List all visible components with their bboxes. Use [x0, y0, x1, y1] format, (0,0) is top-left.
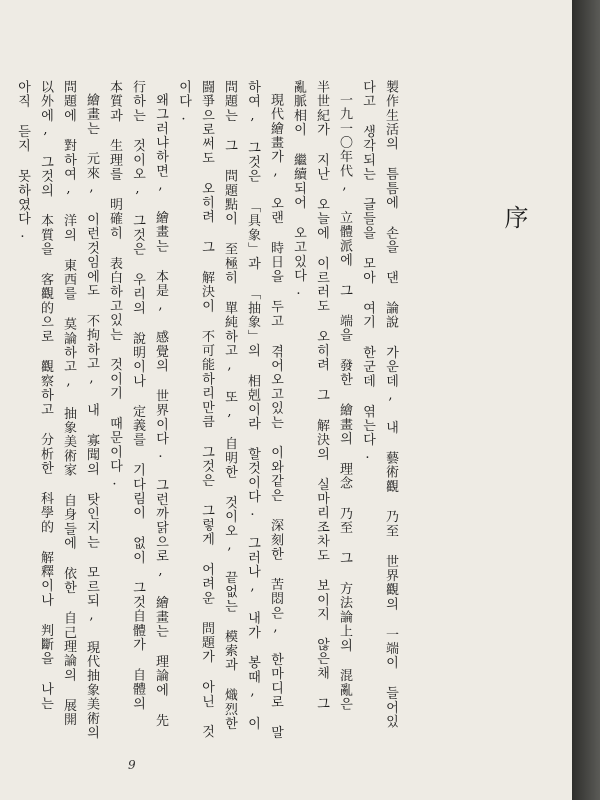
paragraph: 왜그러냐하면, 繪畫는 本是, 感覺의 世界이다. 그런까닭으로, 繪畫는 理論에 先行하는 것이오, 그것은 우리의 說明이나 定義를 기다림이 없이 그것自體가 自體의 本質과 生理를 明確히 表白하고있는 것이기 때문이다. [107, 80, 168, 728]
page-title: 序 [500, 205, 528, 229]
paragraph: 繪畫는 元來, 이런것임에도 不拘하고, 내 寡聞의 탓인지는 모르되, 現代抽象美術의 問題에 對하여, 洋의 東西를 莫論하고, 抽象美術家 自身들에 依한 自己理論의 展開 以外에, 그것의 本質을 客觀的으로 觀察하고 分析한 科學的 解釋이나 判斷을 나는 아직 듣지 못하였다. [15, 80, 99, 740]
paragraph: 現代繪畫가, 오랜 時日을 두고 겪어오고있는 이와같은 深刻한 苦悶은, 한마디로 말하여, 그것은 「具象」과 「抽象」의 相剋이라 할것이다. 그러나, 내가 봉때, 이 問題는 그 問題點이 至極히 單純하고, 또, 自明한 것이오, 끝없는 模索과 熾烈한 闘爭으로써도 오히려 그 解決이 不可能하리만큼 그것은 그렇게 어려운 問題가 아닌 것이다. [176, 80, 283, 740]
preface-body [11, 80, 402, 740]
page-number: 9 [128, 758, 136, 772]
paragraph: 製作生活의 틈틈에 손을 댄 論說 가운데, 내 藝術觀 乃至 世界觀의 一端이 들어있다고 생각되는 글들을 모아 여기 한군데 엮는다. [360, 80, 398, 729]
paragraph: 一九一〇年代, 立體派에 그 端을 發한 繪畫의 理念 乃至 그 方法論上의 混亂은 半世紀가 지난 오늘에 이르러도 오히려 그 解決의 실마리조차도 보이지 않은채 그 亂脈相이 繼續되어 오고있다. [291, 80, 352, 712]
book-spine-edge [572, 0, 600, 800]
